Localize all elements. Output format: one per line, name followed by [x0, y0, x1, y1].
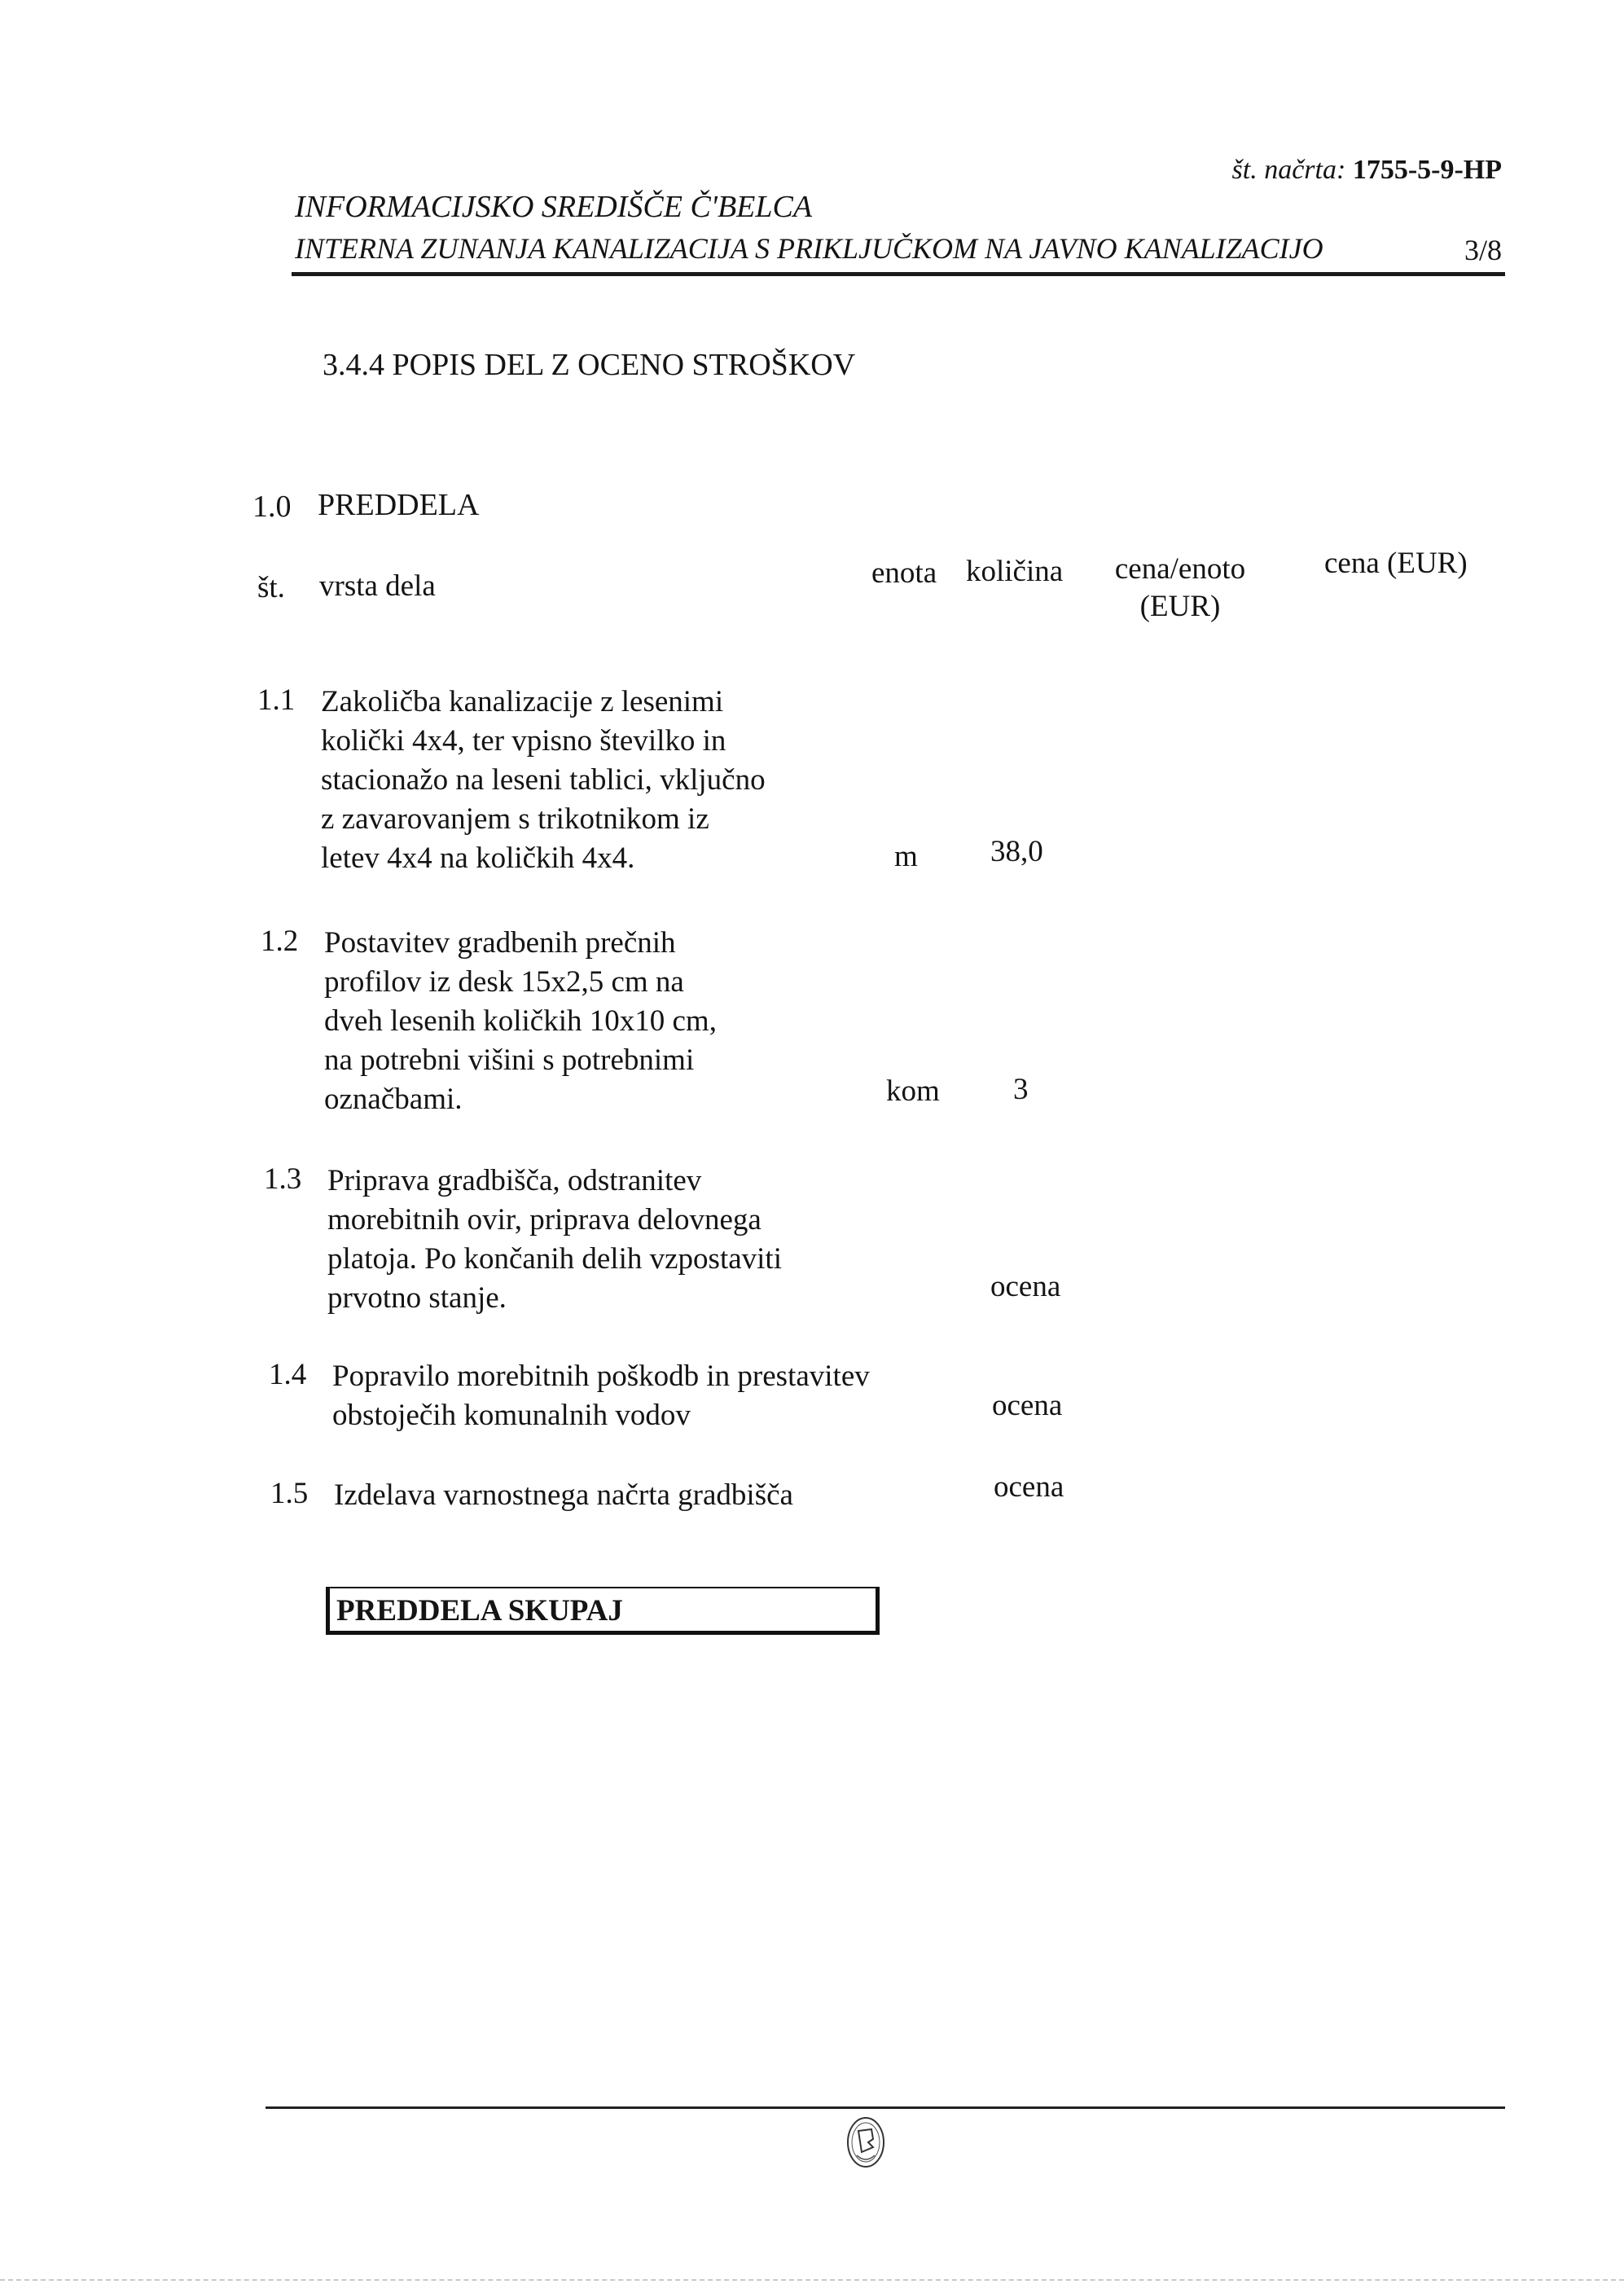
column-header-total: cena (EUR) — [1324, 547, 1468, 580]
scan-edge-line — [0, 2279, 1624, 2281]
drawing-number-value: 1755-5-9-HP — [1352, 155, 1502, 185]
item-description: Postavitev gradbenih prečnih profilov iz desk 15x2,5 cm na dveh lesenih količkih 10x10 cm, na potrebni višini s potrebnimi označbami. — [324, 926, 717, 1116]
stamp-logo-icon — [844, 2115, 888, 2170]
item-number: 1.1 — [257, 683, 296, 717]
page-number: 3/8 — [1464, 234, 1502, 266]
item-unit: m — [894, 840, 918, 873]
item-estimate: ocena — [992, 1389, 1063, 1422]
total-label: PREDDELA SKUPAJ — [336, 1594, 623, 1628]
item-description: Popravilo morebitnih poškodb in prestavitev obstoječih komunalnih vodov — [332, 1360, 870, 1432]
item-number: 1.2 — [261, 925, 299, 958]
item-number: 1.4 — [269, 1358, 307, 1391]
column-header-unit: enota — [871, 556, 937, 590]
column-header-unit-price: cena/enoto (EUR) — [1114, 552, 1246, 623]
group-name: PREDDELA — [318, 488, 480, 522]
group-number: 1.0 — [252, 490, 292, 524]
item-description: Izdelava varnostnega načrta gradbišča — [334, 1478, 793, 1512]
header-divider — [292, 272, 1505, 276]
item-description: Priprava gradbišča, odstranitev morebitnih ovir, priprava delovnega platoja. Po končanih delih vzpostaviti prvotno stanje. — [327, 1164, 782, 1315]
section-title: 3.4.4 POPIS DEL Z OCENO STROŠKOV — [323, 348, 856, 382]
total-box — [326, 1587, 880, 1635]
item-quantity: 3 — [1013, 1073, 1029, 1106]
item-description: Zakoličba kanalizacije z lesenimi količki 4x4, ter vpisno številko in stacionažo na leseni tablici, vključno z zavarovanjem s trikotnikom iz letev 4x4 na količkih 4x4. — [321, 685, 766, 875]
item-number: 1.3 — [264, 1162, 302, 1196]
footer-divider — [266, 2106, 1505, 2109]
drawing-number — [1232, 155, 1502, 186]
column-header-description: vrsta dela — [319, 569, 436, 603]
item-unit: kom — [886, 1074, 940, 1108]
project-title: INFORMACIJSKO SREDIŠČE Č'BELCA — [295, 190, 813, 224]
item-estimate: ocena — [990, 1270, 1061, 1303]
project-subtitle: INTERNA ZUNANJA KANALIZACIJA S PRIKLJUČKOM NA JAVNO KANALIZACIJO — [295, 232, 1323, 265]
drawing-number-label: št. načrta: — [1231, 155, 1346, 185]
item-quantity: 38,0 — [990, 835, 1043, 868]
column-header-number: št. — [257, 571, 285, 604]
item-number: 1.5 — [270, 1477, 309, 1510]
item-estimate: ocena — [994, 1470, 1064, 1504]
column-header-quantity: količina — [966, 555, 1064, 588]
